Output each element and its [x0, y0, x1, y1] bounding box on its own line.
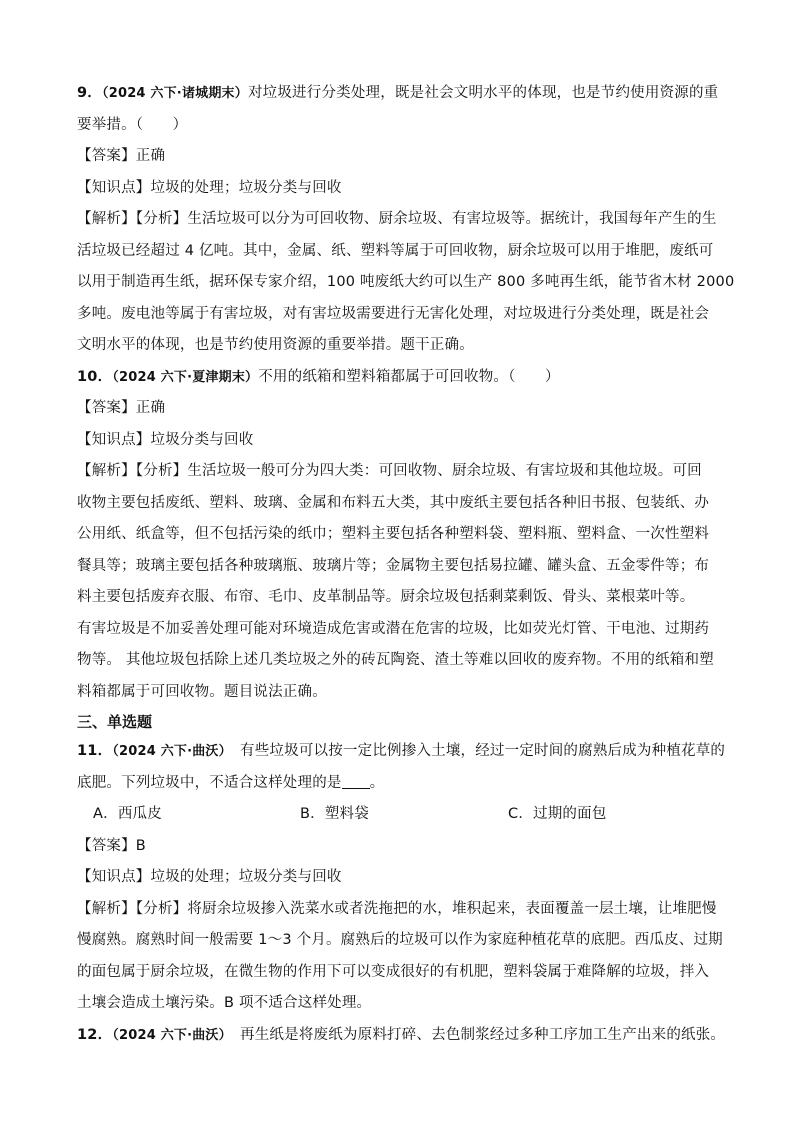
q12-source: （2024 六下·曲沃） [112, 1027, 226, 1043]
q10-analysis-line-5: 料主要包括废弃衣服、布帘、毛巾、皮革制品等。厨余垃圾包括剩菜剩饭、骨头、菜根菜叶等。 [77, 589, 695, 605]
q9-analysis-line-2: 活垃圾已经超过 4 亿吨。其中，金属、纸、塑料等属于可回收物，厨余垃圾可以用于堆肥，废纸可 [77, 242, 714, 259]
q10-analysis-line-3: 公用纸、纸盒等，但不包括污染的纸巾；塑料主要包括各种塑料袋、塑料瓶、塑料盒、一次性塑料 [77, 526, 710, 542]
q12-number: 12． [77, 1026, 113, 1043]
q11-answer: 【答案】B [77, 837, 146, 854]
q12-stem-line [77, 1020, 726, 1052]
q10-analysis-line-2: 收物主要包括废纸、塑料、玻璃、金属和布料五大类，其中废纸主要包括各种旧书报、包装纸、办 [77, 494, 710, 511]
q11-stem-line-2 [77, 768, 717, 800]
q9-knowledge-point: 【知识点】垃圾的处理；垃圾分类与回收 [77, 179, 342, 196]
q10-analysis-line-6: 有害垃圾是不加妥善处理可能对环境造成危害或潜在危害的垃圾，比如荧光灯管、干电池、过期药 [77, 620, 710, 637]
q10-analysis-line-8: 料箱都属于可回收物。题目说法正确。 [77, 683, 327, 700]
q11-option-a: A．西瓜皮 [93, 806, 162, 822]
q10-analysis-line-4: 餐具等；玻璃主要包括各种玻璃瓶、玻璃片等；金属物主要包括易拉罐、罐头盒、五金零件等；布 [77, 557, 710, 574]
q9-stem-text-1: 对垃圾进行分类处理，既是社会文明水平的体现，也是节约使用资源的重 [247, 85, 719, 101]
q10-source: （2024 六下·夏津期末） [112, 369, 259, 385]
q9-analysis-line-1: 【解析】【分析】生活垃圾可以分为可回收物、厨余垃圾、有害垃圾等。据统计，我国每年产生的生 [77, 211, 717, 227]
q12-stem-text: 再生纸是将废纸为原料打碎、去色制浆经过多种工序加工生产出来的纸张。 [225, 1026, 726, 1043]
q9-analysis-line-5: 文明水平的体现，也是节约使用资源的重要举措。题干正确。 [77, 337, 474, 353]
q11-stem-text-2: 底肥。下列垃圾中，不适合这样处理的是 [77, 774, 342, 791]
q11-option-c: C．过期的面包 [508, 806, 607, 822]
q11-analysis-line-2: 慢腐熟。腐熟时间一般需要 1～3 个月。腐熟后的垃圾可以作为家庭种植花草的底肥。西瓜皮、过期 [77, 932, 723, 948]
q10-stem-text: 不用的纸箱和塑料箱都属于可回收物。（ ） [258, 368, 560, 385]
answer-blank [342, 774, 370, 789]
q11-number: 11． [77, 743, 113, 759]
q10-answer: 【答案】正确 [77, 400, 166, 416]
q9-number: 9． [77, 85, 102, 101]
q11-analysis-line-1: 【解析】【分析】将厨余垃圾掺入洗菜水或者洗拖把的水，堆积起来，表面覆盖一层土壤，让堆肥慢 [77, 900, 717, 917]
q10-knowledge-point: 【知识点】垃圾分类与回收 [77, 431, 254, 448]
q10-analysis-line-1: 【解析】【分析】生活垃圾一般可分为四大类：可回收物、厨余垃圾、有害垃圾和其他垃圾。可回 [77, 463, 702, 479]
q11-analysis-line-3: 的面包属于厨余垃圾，在微生物的作用下可以变成很好的有机肥，塑料袋属于难降解的垃圾，拌入 [77, 963, 710, 980]
q9-analysis-line-4: 多吨。废电池等属于有害垃圾，对有害垃圾需要进行无害化处理，对垃圾进行分类处理，既是社会 [77, 305, 710, 322]
q11-stem-period: 。 [369, 774, 385, 791]
q11-options [77, 799, 717, 831]
q10-analysis-line-7: 物等。 其他垃圾包括除上述几类垃圾之外的砖瓦陶瓷、渣土等难以回收的废弃物。不用的纸箱和塑 [77, 652, 714, 668]
section-title-single-choice: 三、单选题 [77, 713, 153, 731]
q11-stem-text-1: 有些垃圾可以按一定比例掺入土壤，经过一定时间的腐熟后成为种植花草的 [225, 743, 726, 759]
q11-knowledge-point: 【知识点】垃圾的处理；垃圾分类与回收 [77, 869, 342, 885]
q11-option-b: B．塑料袋 [300, 806, 369, 822]
q11-analysis-line-4: 土壤会造成土壤污染。B 项不适合这样处理。 [77, 995, 372, 1011]
q9-stem-line-1 [77, 78, 717, 110]
document-content [77, 78, 735, 1051]
q9-answer: 【答案】正确 [77, 148, 166, 164]
q11-stem-line-1 [77, 736, 726, 768]
q10-stem-line [77, 362, 717, 394]
q9-analysis-line-3: 以用于制造再生纸，据环保专家介绍，100 吨废纸大约可以生产 800 多吨再生纸，能节省木材 2000 [77, 274, 735, 290]
q11-source: （2024 六下·曲沃） [112, 744, 226, 759]
q9-source: （2024 六下·诸城期末） [102, 86, 248, 101]
q10-number: 10． [77, 368, 113, 385]
q9-stem-line-2: 要举措。（ ） [77, 116, 188, 133]
